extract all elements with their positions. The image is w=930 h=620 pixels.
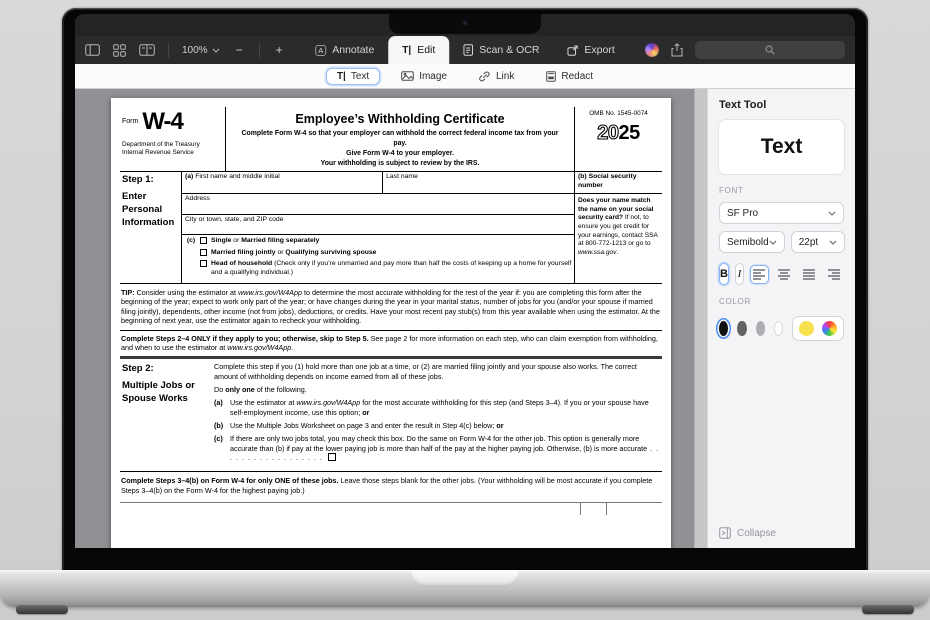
step2-sublabel: Multiple Jobs or Spouse Works bbox=[122, 380, 195, 404]
year-bold-digits: 25 bbox=[618, 122, 640, 145]
share-icon[interactable] bbox=[671, 43, 683, 57]
mode-tabs bbox=[301, 36, 629, 64]
city-state-zip-field[interactable]: City or town, state, and ZIP code bbox=[182, 215, 574, 235]
laptop-screen bbox=[62, 8, 868, 572]
single-checkbox[interactable] bbox=[200, 237, 207, 244]
married-jointly-option-label: Married filing jointly or Qualifying surviving spouse bbox=[211, 248, 377, 256]
align-center-button[interactable] bbox=[775, 265, 794, 284]
screen-top-bar bbox=[75, 14, 855, 36]
ssa-note: Does your name match the name on your social security card? If not, to ensure you get credit for your earnings, contact SSA at 800-772-1213 or go to www.ssa.gov. bbox=[578, 197, 658, 256]
form-header-right bbox=[574, 107, 662, 171]
toolbar-right bbox=[645, 41, 845, 59]
text-style-preview[interactable]: Text bbox=[719, 120, 844, 174]
align-right-button[interactable] bbox=[825, 265, 844, 284]
swatch-black[interactable] bbox=[719, 321, 728, 336]
tool-image-label: Image bbox=[419, 70, 447, 82]
tool-image[interactable] bbox=[390, 68, 458, 85]
export-icon bbox=[567, 45, 578, 56]
link-icon bbox=[479, 71, 491, 82]
first-name-field[interactable]: (a) First name and middle initial bbox=[182, 172, 383, 193]
form-year bbox=[575, 120, 662, 146]
thumbnails-grid-icon[interactable] bbox=[113, 44, 126, 57]
collapse-panel-icon bbox=[719, 527, 731, 539]
zoom-out-button[interactable]: − bbox=[235, 43, 243, 57]
align-left-button[interactable] bbox=[750, 265, 769, 284]
step2-section bbox=[120, 359, 662, 472]
tool-link[interactable] bbox=[468, 68, 525, 85]
tool-redact[interactable] bbox=[535, 68, 604, 85]
align-justify-icon bbox=[803, 269, 816, 280]
form-subtitle-3: Your withholding is subject to review by the IRS. bbox=[320, 160, 480, 168]
view-controls bbox=[85, 43, 286, 58]
bold-label: B bbox=[720, 268, 728, 280]
step1-sublabel: Enter Personal Information bbox=[122, 191, 175, 228]
camera-dot bbox=[462, 20, 468, 26]
married-jointly-checkbox[interactable] bbox=[200, 249, 207, 256]
image-icon bbox=[401, 71, 414, 81]
step1-right-col bbox=[574, 172, 662, 283]
form-header-center bbox=[226, 107, 574, 171]
search-icon bbox=[765, 45, 775, 55]
steps-3-4b-note: Complete Steps 3–4(b) on Form W-4 for only ONE of these jobs. Leave those steps blank for the other jobs. (Your withholding will be most accurate if you complete Steps 3–4(b) on the Form W-4 for the highest paying job.) bbox=[121, 476, 653, 495]
laptop-foot bbox=[862, 605, 914, 614]
annotate-icon: A bbox=[315, 45, 326, 56]
pdf-page-w4 bbox=[111, 98, 671, 548]
filing-status-option bbox=[200, 260, 574, 278]
tool-redact-label: Redact bbox=[561, 70, 594, 82]
swatch-gray[interactable] bbox=[756, 321, 765, 336]
option-a-text: Use the estimator at www.irs.gov/W4App for the most accurate withholding for this step (and Steps 3–4). If you or your spouse have self-employment income, use this option; or bbox=[230, 398, 649, 417]
font-family-value: SF Pro bbox=[727, 207, 759, 219]
sidebar-panel-icon[interactable] bbox=[85, 44, 100, 56]
tab-edit-label: Edit bbox=[417, 44, 436, 56]
step2-label: Step 2: bbox=[122, 363, 154, 375]
font-size-select[interactable] bbox=[791, 231, 845, 253]
form-subtitle-2: Give Form W-4 to your employer. bbox=[346, 150, 454, 158]
dept-line-2: Internal Revenue Service bbox=[122, 148, 194, 156]
step2-label-col bbox=[120, 362, 214, 466]
font-section-label: FONT bbox=[719, 186, 744, 195]
address-field[interactable]: Address bbox=[182, 194, 574, 215]
main-toolbar bbox=[75, 36, 855, 64]
table-divider bbox=[580, 503, 581, 515]
align-right-icon bbox=[828, 269, 841, 280]
step2-paragraph-2: Do only one of the following. bbox=[214, 384, 307, 394]
color-swatches bbox=[719, 316, 844, 341]
swatch-white[interactable] bbox=[774, 321, 783, 336]
step1-label-col bbox=[120, 172, 182, 283]
step2-option-a bbox=[214, 398, 660, 417]
camera-notch bbox=[389, 14, 541, 34]
workspace bbox=[75, 89, 855, 548]
collapse-sidebar-button[interactable] bbox=[719, 527, 844, 539]
align-center-icon bbox=[778, 269, 791, 280]
edit-tools-bar bbox=[75, 64, 855, 89]
document-viewer bbox=[75, 89, 707, 548]
zoom-in-button[interactable]: + bbox=[275, 43, 283, 57]
extended-colors-group bbox=[792, 316, 844, 341]
filing-status-option bbox=[200, 249, 574, 258]
chevron-down-icon bbox=[828, 211, 836, 216]
align-left-icon bbox=[753, 269, 766, 280]
color-section-label: COLOR bbox=[719, 297, 751, 306]
text-cursor-icon: T| bbox=[402, 44, 412, 56]
toolbar-divider bbox=[259, 43, 260, 58]
tab-annotate[interactable] bbox=[301, 36, 388, 64]
italic-button[interactable] bbox=[735, 263, 744, 285]
step1-fields bbox=[182, 172, 574, 283]
filing-status-group bbox=[182, 235, 574, 283]
filing-status-option bbox=[200, 237, 574, 246]
search-input[interactable] bbox=[695, 41, 845, 59]
swatch-dark-gray[interactable] bbox=[737, 321, 746, 336]
step2-paragraph-1: Complete this step if you (1) hold more than one job at a time, or (2) are married filing jointly and your spouse also works. The correct amount of withholding depends on income earned from all of these jobs. bbox=[214, 362, 637, 381]
option-a-prefix: (a) bbox=[214, 398, 223, 408]
step2-option-c bbox=[214, 434, 660, 462]
single-option-label: Single or Married filing separately bbox=[211, 237, 320, 245]
form-word: Form bbox=[122, 118, 139, 126]
dotted-leader: . . . . . . . . . . . . . . . . . . bbox=[230, 443, 660, 463]
tab-edit[interactable] bbox=[388, 36, 449, 64]
form-header-left bbox=[120, 107, 226, 171]
laptop-foot bbox=[16, 605, 68, 614]
dept-line-1: Department of the Treasury bbox=[122, 140, 200, 148]
tool-text-label: Text bbox=[350, 70, 370, 82]
form-title: Employee’s Withholding Certificate bbox=[295, 112, 505, 126]
option-c-text: If there are only two jobs total, you may check this box. Do the same on Form W-4 for the other job. This option is generally more accurate than (b) if pay at the lower paying job is more than half of the pay at the higher paying job. Otherwise, (b) is more accurate . . . . . . . . . . . . . . . . . . bbox=[230, 434, 660, 463]
redact-icon bbox=[546, 71, 556, 82]
year-outline-digits: 20 bbox=[597, 122, 619, 145]
font-style-value: Semibold bbox=[727, 236, 769, 248]
tab-scan-ocr-label: Scan & OCR bbox=[479, 44, 540, 56]
chevron-down-icon bbox=[829, 240, 837, 245]
head-household-checkbox[interactable] bbox=[200, 260, 207, 267]
ai-assistant-icon[interactable] bbox=[645, 43, 659, 57]
step1-label: Step 1: bbox=[122, 174, 154, 186]
font-style-select[interactable] bbox=[719, 231, 785, 253]
step1-section bbox=[120, 172, 662, 284]
form-subtitle-1: Complete Form W-4 so that your employer can withhold the correct federal income tax from your pay. bbox=[241, 130, 559, 148]
option-c-prefix: (c) bbox=[214, 434, 223, 444]
text-tool-sidebar bbox=[707, 89, 855, 548]
italic-label: I bbox=[737, 268, 742, 280]
tab-export[interactable] bbox=[553, 36, 628, 64]
form-number: W-4 bbox=[142, 108, 183, 135]
option-b-prefix: (b) bbox=[214, 421, 224, 431]
font-size-value: 22pt bbox=[798, 236, 819, 248]
swatch-yellow[interactable] bbox=[799, 321, 814, 336]
font-family-select[interactable] bbox=[719, 202, 844, 224]
facing-pages-icon[interactable] bbox=[139, 44, 155, 56]
omb-number: OMB No. 1545-0074 bbox=[589, 110, 648, 117]
chevron-down-icon bbox=[212, 48, 220, 53]
step3-table-edge bbox=[120, 502, 662, 514]
chevron-down-icon bbox=[769, 240, 777, 245]
app-window bbox=[75, 36, 855, 548]
alignment-group bbox=[750, 265, 844, 284]
sidebar-title: Text Tool bbox=[719, 99, 767, 111]
tip-paragraph: TIP: Consider using the estimator at www.irs.gov/W4App to determine the most accurate withholding for the rest of the year if: you are completing this form after the beginning of the year; expect to work only part of the year; or have changes during the year in your marital status, number of jobs for you (and/or your spouse if married filing jointly), dependents, other income (not from jobs), deductions, or credits. Have your most recent pay stub(s) from this year available when using the estimator. At the beginning of next year, use the estimator again to recheck your withholding. bbox=[120, 284, 662, 330]
option-b-text: Use the Multiple Jobs Worksheet on page 3 and enter the result in Step 4(c) below; or bbox=[230, 421, 504, 431]
head-household-option-label: Head of household (Check only if you’re unmarried and pay more than half the costs of keeping up a home for yourself and a qualifying individual.) bbox=[211, 259, 572, 276]
ssn-field[interactable]: (b) Social security number bbox=[575, 172, 662, 194]
tab-export-label: Export bbox=[584, 44, 615, 56]
last-name-field[interactable]: Last name bbox=[386, 173, 418, 181]
lid-notch bbox=[410, 570, 520, 587]
zoom-level-value: 100% bbox=[182, 44, 208, 56]
step2-content bbox=[214, 362, 662, 466]
step2-option-b bbox=[214, 421, 660, 430]
color-wheel-icon[interactable] bbox=[822, 321, 837, 336]
tab-annotate-label: Annotate bbox=[332, 44, 375, 56]
zoom-level-dropdown[interactable] bbox=[182, 45, 220, 56]
scan-document-icon bbox=[463, 44, 473, 56]
tool-link-label: Link bbox=[496, 70, 515, 82]
viewer-scrollbar[interactable] bbox=[694, 89, 707, 548]
collapse-label: Collapse bbox=[737, 527, 776, 539]
toolbar-divider bbox=[168, 43, 169, 58]
table-divider bbox=[606, 503, 607, 515]
steps-2-4-note: Complete Steps 2–4 ONLY if they apply to you; otherwise, skip to Step 5. See page 2 for more information on each step, who can claim exemption from withholding, and when to use the estimator at www.irs.gov/W4App. bbox=[120, 331, 662, 360]
align-justify-button[interactable] bbox=[800, 265, 819, 284]
text-tool-icon: T| bbox=[336, 70, 346, 82]
bold-button[interactable] bbox=[719, 263, 729, 285]
tool-text[interactable] bbox=[326, 68, 380, 85]
two-jobs-checkbox[interactable] bbox=[328, 453, 336, 461]
form-header bbox=[120, 107, 662, 172]
filing-status-prefix: (c) bbox=[186, 237, 196, 245]
tab-scan-ocr[interactable] bbox=[449, 36, 553, 64]
